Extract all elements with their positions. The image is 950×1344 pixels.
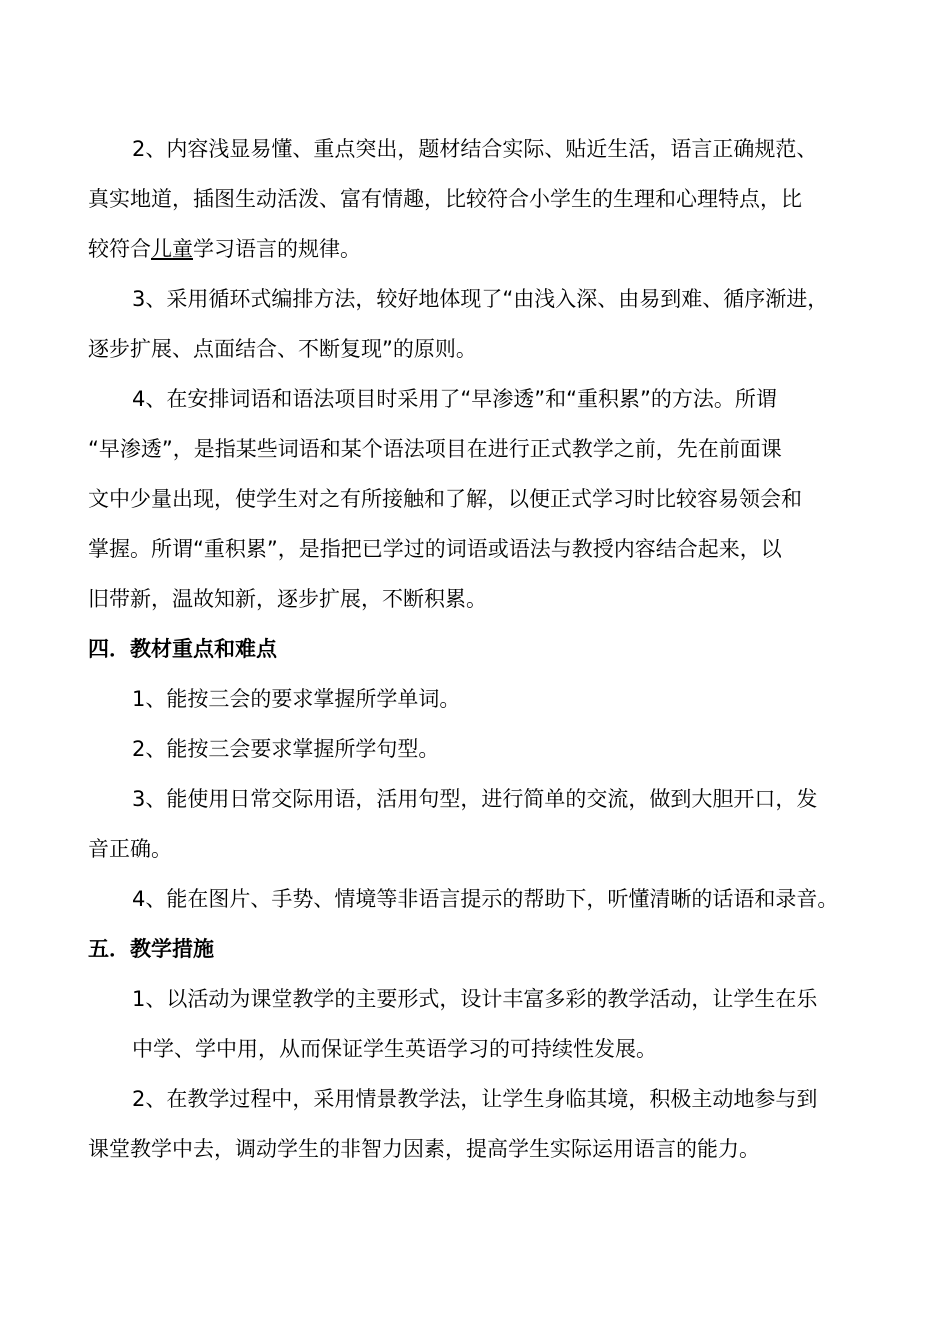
underlined-term: 儿童: [151, 237, 193, 261]
section-5-item-1-line-2: 中学、学中用，从而保证学生英语学习的可持续性发展。: [132, 1037, 657, 1061]
paragraph-4-line-5: 旧带新，温故知新，逐步扩展，不断积累。: [88, 587, 487, 611]
section-5-item-2-line-1: 2、在教学过程中，采用情景教学法，让学生身临其境，积极主动地参与到: [132, 1087, 818, 1111]
section-5-item-2-line-2: 课堂教学中去，调动学生的非智力因素，提高学生实际运用语言的能力。: [88, 1137, 760, 1161]
section-4-item-1: 1、能按三会的要求掌握所学单词。: [132, 687, 461, 711]
paragraph-4-line-2: “早渗透”，是指某些词语和某个语法项目在进行正式教学之前，先在前面课: [88, 437, 782, 461]
paragraph-4-line-4: 掌握。所谓“重积累”，是指把已学过的词语或语法与教授内容结合起来，以: [88, 537, 782, 561]
paragraph-2-line-2: 真实地道，插图生动活泼、富有情趣，比较符合小学生的生理和心理特点，比: [88, 187, 802, 211]
section-4-item-4: 4、能在图片、手势、情境等非语言提示的帮助下，听懂清晰的话语和录音。: [132, 887, 839, 911]
section-4-item-3-line-1: 3、能使用日常交际用语，活用句型，进行简单的交流，做到大胆开口，发: [132, 787, 818, 811]
paragraph-2-line-3: [88, 235, 361, 263]
paragraph-2-line-3-post: 学习语言的规律。: [193, 237, 361, 261]
section-4-heading: 四．教材重点和难点: [88, 637, 277, 661]
paragraph-2-line-1: 2、内容浅显易懂、重点突出，题材结合实际、贴近生活，语言正确规范、: [132, 137, 818, 161]
paragraph-2-line-3-pre: 较符合: [88, 237, 151, 261]
paragraph-3-line-1: 3、采用循环式编排方法，较好地体现了“由浅入深、由易到难、循序渐进，: [132, 287, 829, 311]
paragraph-4-line-1: 4、在安排词语和语法项目时采用了“早渗透”和“重积累”的方法。所谓: [132, 387, 777, 411]
section-5-heading: 五．教学措施: [88, 937, 214, 961]
paragraph-3-line-2: 逐步扩展、点面结合、不断复现”的原则。: [88, 337, 477, 361]
section-4-item-2: 2、能按三会要求掌握所学句型。: [132, 737, 440, 761]
section-4-item-3-line-2: 音正确。: [88, 837, 172, 861]
paragraph-4-line-3: 文中少量出现，使学生对之有所接触和了解，以便正式学习时比较容易领会和: [88, 487, 802, 511]
section-5-item-1-line-1: 1、以活动为课堂教学的主要形式，设计丰富多彩的教学活动，让学生在乐: [132, 987, 818, 1011]
